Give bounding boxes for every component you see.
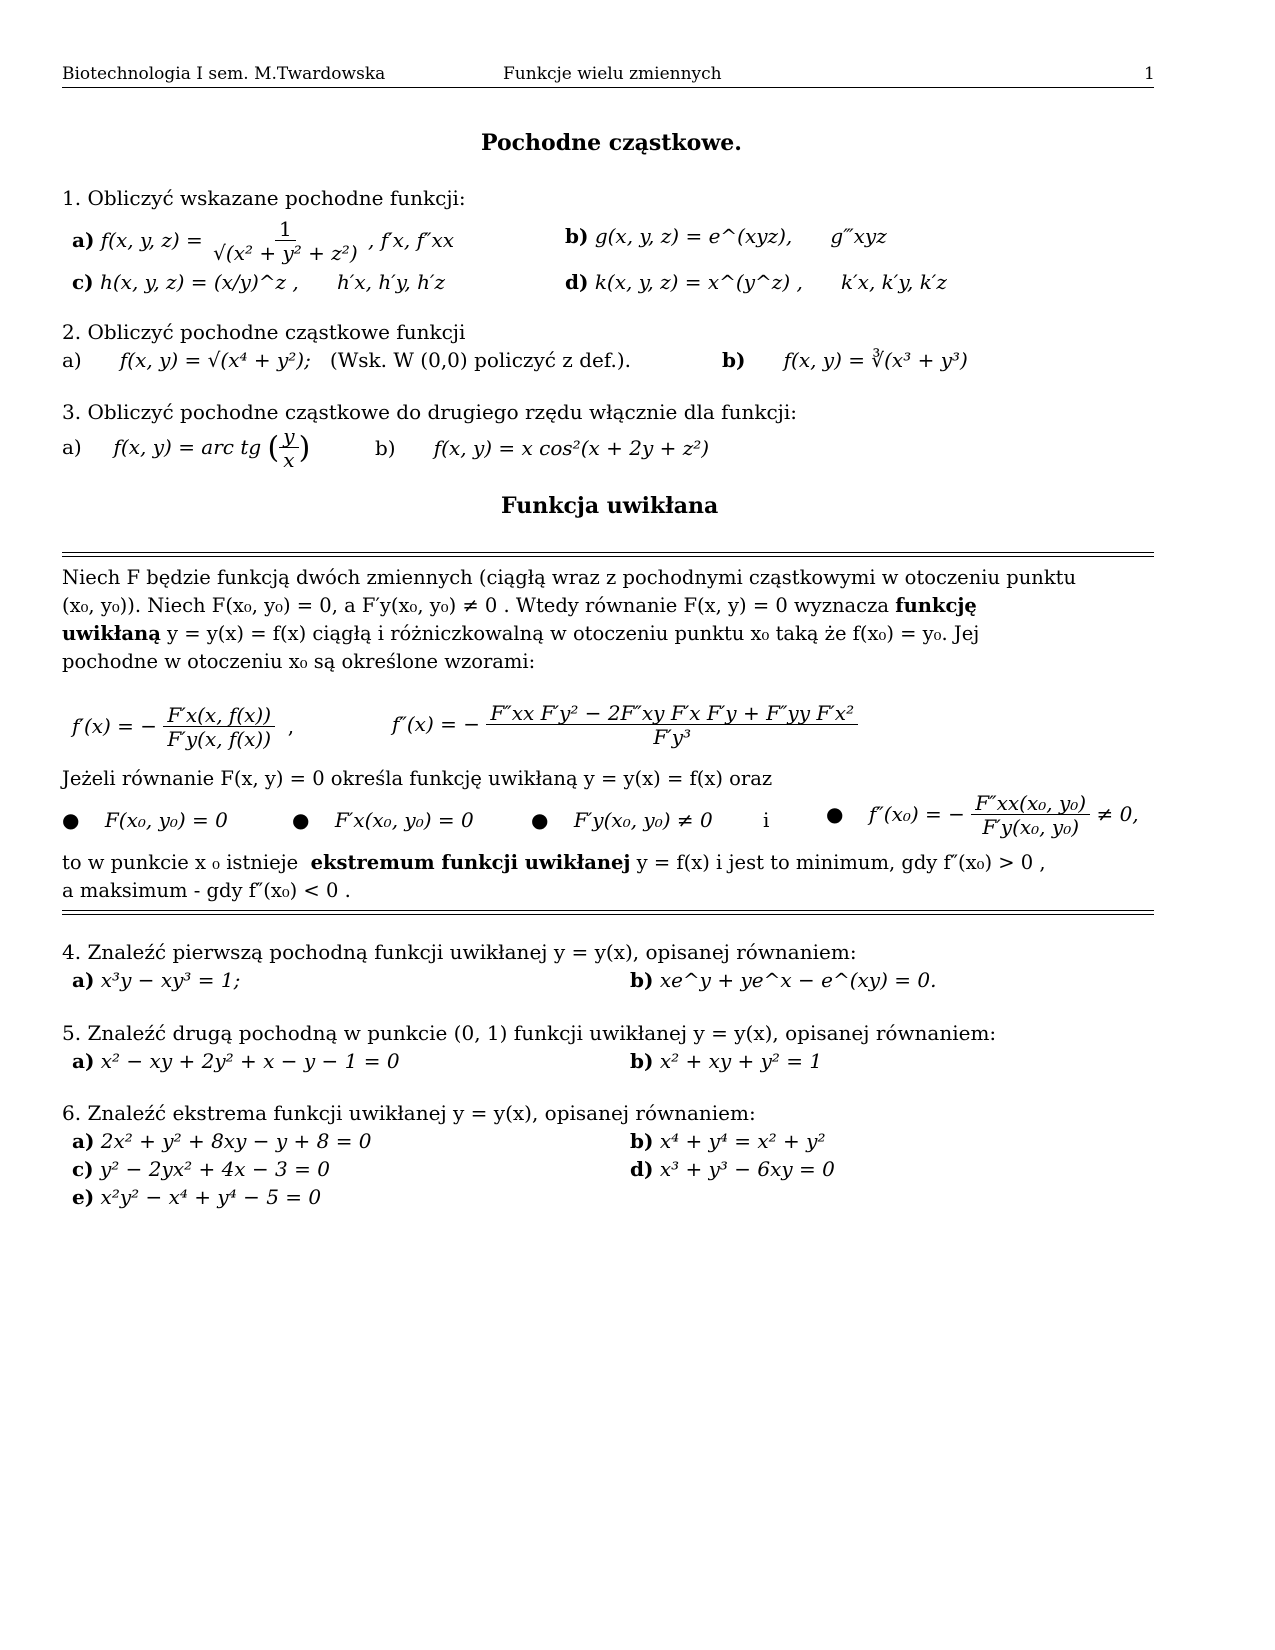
- f1-numerator: F′x(x, f(x)): [163, 704, 275, 727]
- ex1-b-label: b): [565, 224, 589, 248]
- ex6-a-eq: 2x² + y² + 8xy − y + 8 = 0: [100, 1129, 372, 1153]
- bullet-1: ● F(x₀, y₀) = 0: [62, 808, 228, 832]
- ex2-b-label: b): [722, 348, 746, 372]
- theory-line-6-text: to w punkcie x ₀ istnieje: [62, 851, 299, 874]
- f2-lhs: f″(x) = −: [392, 712, 480, 736]
- theory-rule-bottom-2: [62, 914, 1154, 915]
- ex3-a-denominator: x: [283, 448, 295, 472]
- ex5-a-eq: x² − xy + 2y² + x − y − 1 = 0: [100, 1049, 400, 1073]
- theory-rule-bottom-1: [62, 910, 1154, 911]
- ex4-b-eq: xe^y + ye^x − e^(xy) = 0.: [659, 968, 937, 992]
- ex6-d-eq: x³ + y³ − 6xy = 0: [659, 1157, 835, 1181]
- formula-first-derivative: [72, 704, 294, 751]
- f1-tail: ,: [287, 714, 295, 738]
- ex6-e-eq: x²y² − x⁴ + y⁴ − 5 = 0: [100, 1185, 322, 1209]
- exercise-5a: [72, 1049, 400, 1073]
- ex6-a-label: a): [72, 1129, 95, 1153]
- ex3-a-fraction: [279, 425, 298, 472]
- section-title-implicit-function: Funkcja uwikłana: [501, 493, 719, 519]
- exercise-6-prompt: 6. Znaleźć ekstrema funkcji uwikłanej y = y(x), opisanej równaniem:: [62, 1101, 756, 1125]
- ex1-a-func: f(x, y, z) =: [100, 228, 203, 252]
- bullet-1-text: F(x₀, y₀) = 0: [104, 808, 228, 832]
- exercise-6b: [630, 1129, 825, 1153]
- f2-numerator: F″xx F′y² − 2F″xy F′x F′y + F″yy F′x²: [486, 702, 858, 725]
- theory-rule-top-2: [62, 556, 1154, 557]
- exercise-1d: [565, 270, 947, 294]
- ex6-c-label: c): [72, 1157, 94, 1181]
- exercise-2a: [62, 348, 631, 372]
- theory-line-1: Niech F będzie funkcją dwóch zmiennych (ciągłą wraz z pochodnymi cząstkowymi w otoczeniu punktu: [62, 566, 1077, 589]
- ex3-a-func: f(x, y) = arc tg: [113, 435, 262, 459]
- ex6-c-eq: y² − 2yx² + 4x − 3 = 0: [100, 1157, 330, 1181]
- f1-fraction: [163, 704, 275, 751]
- ex3-a-paren-right: ): [298, 430, 311, 466]
- ex1-d-targets: k′x, k′y, k′z: [841, 270, 947, 294]
- bullet-4-tail: ≠ 0,: [1096, 802, 1139, 826]
- bullet-4-fraction: [971, 792, 1090, 839]
- exercise-1a: [72, 218, 454, 265]
- ex3-b-label: b): [375, 436, 396, 460]
- ex6-e-label: e): [72, 1185, 95, 1209]
- theory-line-6-tail: y = f(x) i jest to minimum, gdy f″(x₀) > 0 ,: [630, 851, 1046, 874]
- theory-line-6-bold: ekstremum funkcji uwikłanej: [310, 851, 631, 874]
- exercise-4-prompt: 4. Znaleźć pierwszą pochodną funkcji uwikłanej y = y(x), opisanej równaniem:: [62, 940, 857, 964]
- ex5-b-eq: x² + xy + y² = 1: [659, 1049, 823, 1073]
- ex6-b-eq: x⁴ + y⁴ = x² + y²: [659, 1129, 826, 1153]
- ex1-a-denominator: √(x² + y² + z²): [213, 241, 358, 265]
- ex1-c-targets: h′x, h′y, h′z: [336, 270, 446, 294]
- ex2-b-func: f(x, y) = ∛(x³ + y³): [783, 348, 968, 372]
- ex1-a-targets: , f′x, f″xx: [367, 228, 455, 252]
- header-center: Funkcje wielu zmiennych: [503, 64, 722, 84]
- exercise-3-prompt: 3. Obliczyć pochodne cząstkowe do drugiego rzędu włącznie dla funkcji:: [62, 400, 797, 424]
- exercise-4b: [630, 968, 936, 992]
- formula-second-derivative: [392, 702, 858, 749]
- bullet-4: ● f″(x₀) = − $\frac{\text{F″xx(x₀, y₀)}}{\text{F′y(x₀, y₀)}}$ ≠ 0,: [826, 791, 1139, 839]
- theory-line-3-bold: uwikłaną: [62, 622, 161, 645]
- ex4-a-eq: x³y − xy³ = 1;: [100, 968, 241, 992]
- exercise-6a: [72, 1129, 372, 1153]
- section-title-partial-derivatives: Pochodne cząstkowe.: [481, 130, 742, 156]
- bullet-4-denominator: F′y(x₀, y₀): [982, 815, 1080, 839]
- theory-line-2-text: (x₀, y₀)). Niech F(x₀, y₀) = 0, a F′y(x₀, y₀) ≠ 0 . Wtedy równanie F(x, y) = 0 wyznacza: [62, 594, 889, 617]
- exercise-2-prompt: 2. Obliczyć pochodne cząstkowe funkcji: [62, 320, 466, 344]
- ex3-a-paren-left: (: [267, 430, 280, 466]
- exercise-2b: [722, 348, 968, 372]
- theory-line-7: a maksimum - gdy f″(x₀) < 0 .: [62, 879, 351, 902]
- exercise-3b: [375, 436, 709, 460]
- ex6-b-label: b): [630, 1129, 654, 1153]
- ex4-a-label: a): [72, 968, 95, 992]
- f1-lhs: f′(x) = −: [72, 714, 158, 738]
- bullet-4-numerator: F″xx(x₀, y₀): [971, 792, 1090, 815]
- theory-line-4: pochodne w otoczeniu x₀ są określone wzorami:: [62, 650, 536, 673]
- ex1-a-fraction: [209, 218, 361, 265]
- exercise-1-prompt: 1. Obliczyć wskazane pochodne funkcji:: [62, 186, 466, 210]
- ex2-a-hint: (Wsk. W (0,0) policzyć z def.).: [329, 348, 632, 372]
- header-rule: [62, 87, 1154, 88]
- ex1-c-func: h(x, y, z) = (x/y)^z ,: [100, 270, 299, 294]
- f1-denominator: F′y(x, f(x)): [167, 727, 272, 751]
- exercise-6e: [72, 1185, 321, 1209]
- exercise-4a: [72, 968, 240, 992]
- ex4-b-label: b): [630, 968, 654, 992]
- ex1-a-label: a): [72, 228, 95, 252]
- bullet-2: ● F′x(x₀, y₀) = 0: [292, 808, 474, 832]
- page-number: 1: [1144, 64, 1155, 84]
- ex5-a-label: a): [72, 1049, 95, 1073]
- exercise-1c: [72, 270, 445, 294]
- f2-fraction: [486, 702, 858, 749]
- ex2-a-func: f(x, y) = √(x⁴ + y²);: [119, 348, 311, 372]
- ex6-d-label: d): [630, 1157, 654, 1181]
- theory-line-3: [62, 622, 979, 646]
- exercise-6d: [630, 1157, 835, 1181]
- bullet-3: ● F′y(x₀, y₀) ≠ 0: [531, 808, 713, 832]
- ex3-a-label: a): [62, 435, 82, 459]
- theory-line-3-text: y = y(x) = f(x) ciągłą i różniczkowalną w otoczeniu punktu x₀ taką że f(x₀) = y₀. Jej: [160, 622, 980, 645]
- exercise-1b: [565, 224, 887, 248]
- bullet-connector: i: [763, 808, 770, 832]
- ex3-a-numerator: y: [279, 425, 298, 448]
- ex5-b-label: b): [630, 1049, 654, 1073]
- theory-rule-top-1: [62, 552, 1154, 553]
- exercise-6c: [72, 1157, 330, 1181]
- header-left: Biotechnologia I sem. M.Twardowska: [62, 64, 386, 84]
- theory-line-2: [62, 594, 977, 618]
- ex1-a-numerator: 1: [275, 218, 296, 241]
- f2-denominator: F′y³: [653, 725, 692, 749]
- exercise-5b: [630, 1049, 822, 1073]
- bullet-3-text: F′y(x₀, y₀) ≠ 0: [573, 808, 713, 832]
- ex1-d-func: k(x, y, z) = x^(y^z) ,: [594, 270, 803, 294]
- bullet-2-text: F′x(x₀, y₀) = 0: [334, 808, 474, 832]
- ex1-b-func: g(x, y, z) = e^(xyz),: [594, 224, 793, 248]
- ex1-b-targets: g‴xyz: [830, 224, 887, 248]
- bullet-4-text: f″(x₀) = −: [868, 802, 965, 826]
- theory-line-5: Jeżeli równanie F(x, y) = 0 określa funkcję uwikłaną y = y(x) = f(x) oraz: [62, 767, 773, 790]
- exercise-3a: [62, 425, 310, 472]
- theory-line-2-bold: funkcję: [895, 594, 977, 617]
- ex2-a-label: a): [62, 348, 82, 372]
- exercise-5-prompt: 5. Znaleźć drugą pochodną w punkcie (0, 1) funkcji uwikłanej y = y(x), opisanej równaniem:: [62, 1021, 997, 1045]
- ex1-d-label: d): [565, 270, 589, 294]
- theory-line-6: [62, 851, 1046, 875]
- ex3-b-func: f(x, y) = x cos²(x + 2y + z²): [433, 436, 710, 460]
- ex1-c-label: c): [72, 270, 94, 294]
